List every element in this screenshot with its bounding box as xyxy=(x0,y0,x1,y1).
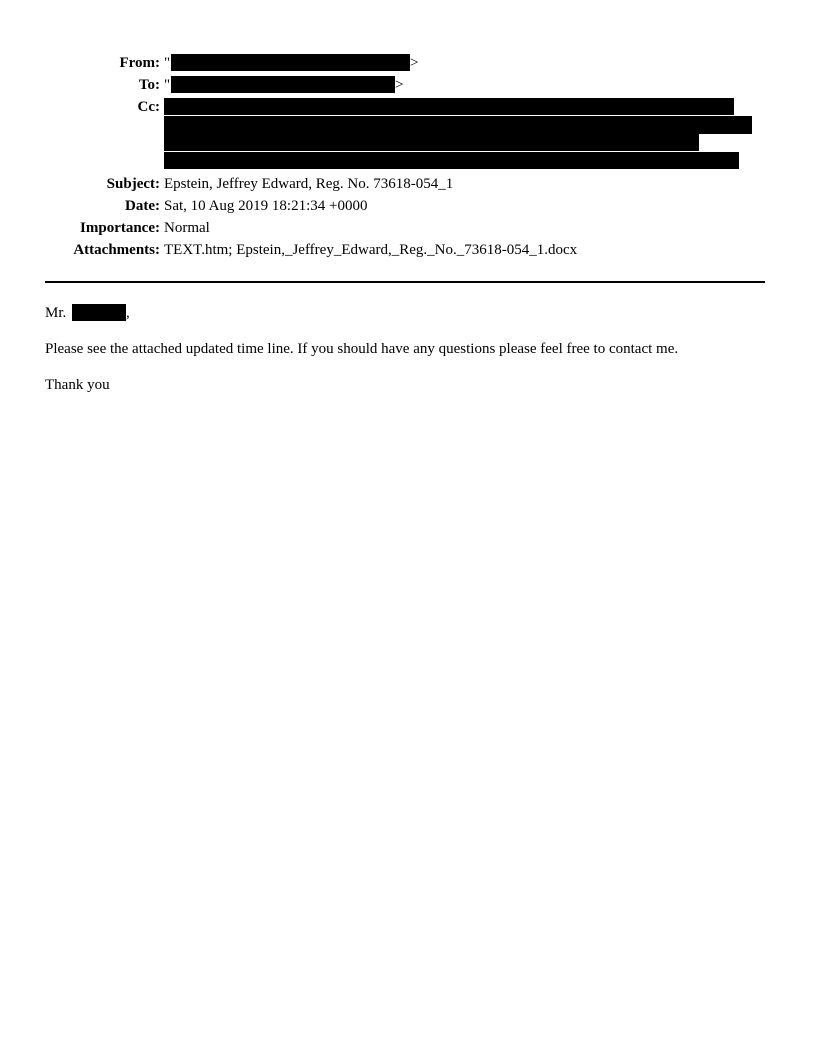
salutation-comma: , xyxy=(126,305,130,321)
date-value: Sat, 10 Aug 2019 18:21:34 +0000 xyxy=(164,198,368,214)
cc-redaction-line-1 xyxy=(164,98,734,115)
from-label: From: xyxy=(119,55,160,71)
message-paragraph: Please see the attached updated time line. If you should have any questions please feel free to contact me. xyxy=(45,341,679,357)
cc-redaction-line-3 xyxy=(164,134,699,151)
from-open-quote: " xyxy=(164,55,171,71)
attachments-label: Attachments: xyxy=(73,242,160,258)
cc-redaction-line-2 xyxy=(164,116,752,134)
to-close-bracket: > xyxy=(395,77,404,93)
from-close-bracket: > xyxy=(410,55,419,71)
importance-label: Importance: xyxy=(80,220,160,236)
to-open-quote: " xyxy=(164,77,171,93)
attachments-value: TEXT.htm; Epstein,_Jeffrey_Edward,_Reg._No._73618-054_1.docx xyxy=(164,242,578,258)
from-redaction xyxy=(171,54,410,71)
subject-value: Epstein, Jeffrey Edward, Reg. No. 73618-054_1 xyxy=(164,176,454,192)
cc-label: Cc: xyxy=(137,99,160,115)
to-label: To: xyxy=(138,77,160,93)
salutation-name-redaction xyxy=(72,304,126,321)
to-redaction xyxy=(171,76,395,93)
message-closing: Thank you xyxy=(45,377,110,393)
salutation-prefix: Mr. xyxy=(45,305,67,321)
importance-value: Normal xyxy=(164,220,210,236)
cc-redaction-line-4 xyxy=(164,152,739,169)
date-label: Date: xyxy=(125,198,160,214)
subject-label: Subject: xyxy=(106,176,160,192)
header-divider xyxy=(45,281,765,283)
